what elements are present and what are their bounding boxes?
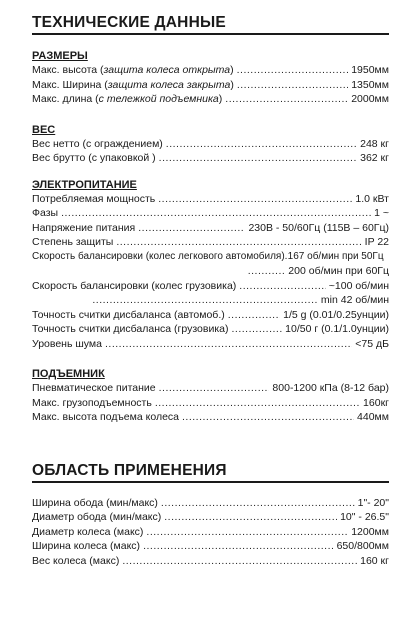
spec-value: 1950мм: [351, 64, 389, 76]
spec-label-end: ): [230, 64, 234, 76]
spec-label: Вес колеса (макс): [32, 554, 120, 567]
dot-leader: [159, 151, 357, 166]
spec-label: Диаметр колеса (макс): [32, 525, 144, 538]
dot-leader: [155, 396, 360, 411]
spec-label: Уровень шума: [32, 337, 102, 350]
spec-label: Макс. высота (: [32, 64, 104, 76]
spec-value: 1350мм: [351, 78, 389, 91]
spec-row-car-speed-cont: [32, 264, 389, 279]
scope-title: ОБЛАСТЬ ПРИМЕНЕНИЯ: [32, 461, 227, 479]
spec-value: 167 об/мин при 50Гц: [287, 250, 384, 262]
dot-leader: [166, 137, 357, 152]
scope-row-rim-diameter: [32, 510, 389, 525]
dot-leader: [182, 410, 354, 425]
spec-label: Скорость балансировки (колес легкового автомобиля): [32, 250, 285, 262]
spec-value: 10" - 26.5": [340, 511, 389, 523]
spec-value: 160кг: [363, 396, 389, 409]
dot-leader: [161, 496, 355, 511]
dot-leader: [239, 279, 325, 294]
dot-leader: [146, 525, 348, 540]
spec-row-phases: [32, 206, 389, 221]
spec-label: Макс. грузоподъемность: [32, 396, 152, 409]
spec-value: 1/5 g (0.01/0.25унции): [283, 308, 389, 321]
spec-row-max-height: [32, 63, 389, 78]
dot-leader: [159, 381, 270, 396]
scope-row-wheel-weight: [32, 554, 389, 569]
spec-label: Точность считки дисбаланса (грузовика): [32, 323, 229, 335]
spec-label: Пневматическое питание: [32, 382, 156, 394]
spec-value: <75 дБ: [355, 337, 389, 350]
spec-value: min 42 об/мин: [320, 294, 389, 306]
tech-data-title: ТЕХНИЧЕСКИЕ ДАННЫЕ: [32, 14, 226, 31]
spec-row-lift-height: [32, 410, 389, 425]
spec-row-truck-speed: [32, 279, 389, 294]
spec-label: Точность считки дисбаланса (автомоб.): [32, 308, 225, 321]
spec-row-voltage: [32, 221, 389, 236]
weight-heading: ВЕС: [32, 123, 56, 136]
spec-row-car-speed: [32, 250, 389, 265]
dot-leader: [116, 235, 361, 250]
spec-label: Фазы: [32, 207, 59, 219]
spec-label: Скорость балансировки (колес грузовика): [32, 279, 237, 292]
spec-row-pneumatic: [32, 381, 389, 396]
spec-row-truck-speed-cont: [32, 293, 389, 308]
dot-leader: [285, 250, 287, 265]
spec-label: Напряжение питания: [32, 221, 136, 234]
spec-value: ~100 об/мин: [328, 279, 389, 292]
spec-row-protection: [32, 235, 389, 250]
spec-row-capacity: [32, 396, 389, 411]
spec-value: 1 ~: [374, 207, 389, 219]
spec-value: 650/800мм: [336, 540, 389, 552]
spec-row-car-accuracy: [32, 308, 389, 323]
spec-label: Вес брутто (с упаковкой ): [32, 152, 156, 164]
dot-leader: [231, 322, 282, 337]
spec-label-italic: защита колеса закрыта: [107, 78, 231, 91]
dot-leader: [237, 63, 349, 78]
spec-value: 440мм: [357, 411, 389, 423]
spec-value: 1.0 кВт: [355, 192, 389, 205]
spec-row-net-weight: [32, 137, 389, 152]
spec-value: 230В - 50/60Гц (115В – 60Гц): [248, 221, 389, 234]
dot-leader: [164, 510, 337, 525]
dot-leader: [143, 539, 334, 554]
dot-leader: [122, 554, 357, 569]
spec-row-noise: [32, 337, 389, 352]
dot-leader: ..................................................................: [92, 294, 318, 306]
spec-label-end: ): [218, 93, 223, 105]
spec-value: 1"- 20": [357, 496, 389, 509]
lift-heading: ПОДЪЕМНИК: [32, 368, 105, 380]
spec-row-max-length: [32, 92, 389, 107]
dot-leader: [105, 337, 352, 352]
spec-value: 248 кг: [360, 137, 389, 150]
scope-row-rim-width: [32, 496, 389, 511]
spec-value: 800-1200 кПа (8-12 бар): [272, 382, 389, 394]
spec-value: 362 кг: [360, 152, 389, 164]
spec-row-power: [32, 192, 389, 207]
spec-label: Макс. высота подъема колеса: [32, 411, 179, 423]
spec-value: 200 об/мин при 60Гц: [288, 265, 389, 277]
spec-row-gross-weight: [32, 151, 389, 166]
spec-row-max-width: [32, 78, 389, 93]
spec-value: 160 кг: [360, 554, 389, 567]
spec-label: Макс. длина (: [32, 93, 99, 105]
spec-value: 10/50 г (0.1/1.0унции): [285, 323, 389, 335]
spec-label-end: ): [230, 78, 234, 91]
electrical-heading: ЭЛЕКТРОПИТАНИЕ: [32, 178, 137, 191]
spec-label: Диаметр обода (мин/макс): [32, 511, 162, 523]
spec-row-truck-accuracy: [32, 322, 389, 337]
spec-value: IP 22: [364, 236, 389, 248]
dot-leader: [61, 206, 371, 221]
spec-label: Потребляемая мощность: [32, 192, 156, 205]
spec-label: Степень защиты: [32, 236, 114, 248]
scope-row-wheel-width: [32, 539, 389, 554]
spec-value: 1200мм: [351, 525, 389, 538]
dimensions-heading: РАЗМЕРЫ: [32, 50, 88, 62]
dot-leader: [237, 78, 348, 93]
dot-leader: [225, 92, 348, 107]
dot-leader: [138, 221, 245, 236]
spec-label-italic: защита колеса открыта: [103, 64, 231, 76]
scope-row-wheel-diameter: [32, 525, 389, 540]
spec-label: Ширина обода (мин/макс): [32, 496, 158, 509]
spec-label: Макс. Ширина (: [32, 78, 108, 91]
spec-value: 2000мм: [351, 93, 389, 105]
dot-leader: ...........: [247, 265, 286, 277]
spec-label: Ширина колеса (макс): [32, 540, 141, 552]
spec-label: Вес нетто (с ограждением): [32, 137, 163, 150]
dot-leader: [158, 192, 352, 207]
dot-leader: [228, 308, 280, 323]
spec-label-italic: с тележкой подъемника: [98, 93, 219, 105]
